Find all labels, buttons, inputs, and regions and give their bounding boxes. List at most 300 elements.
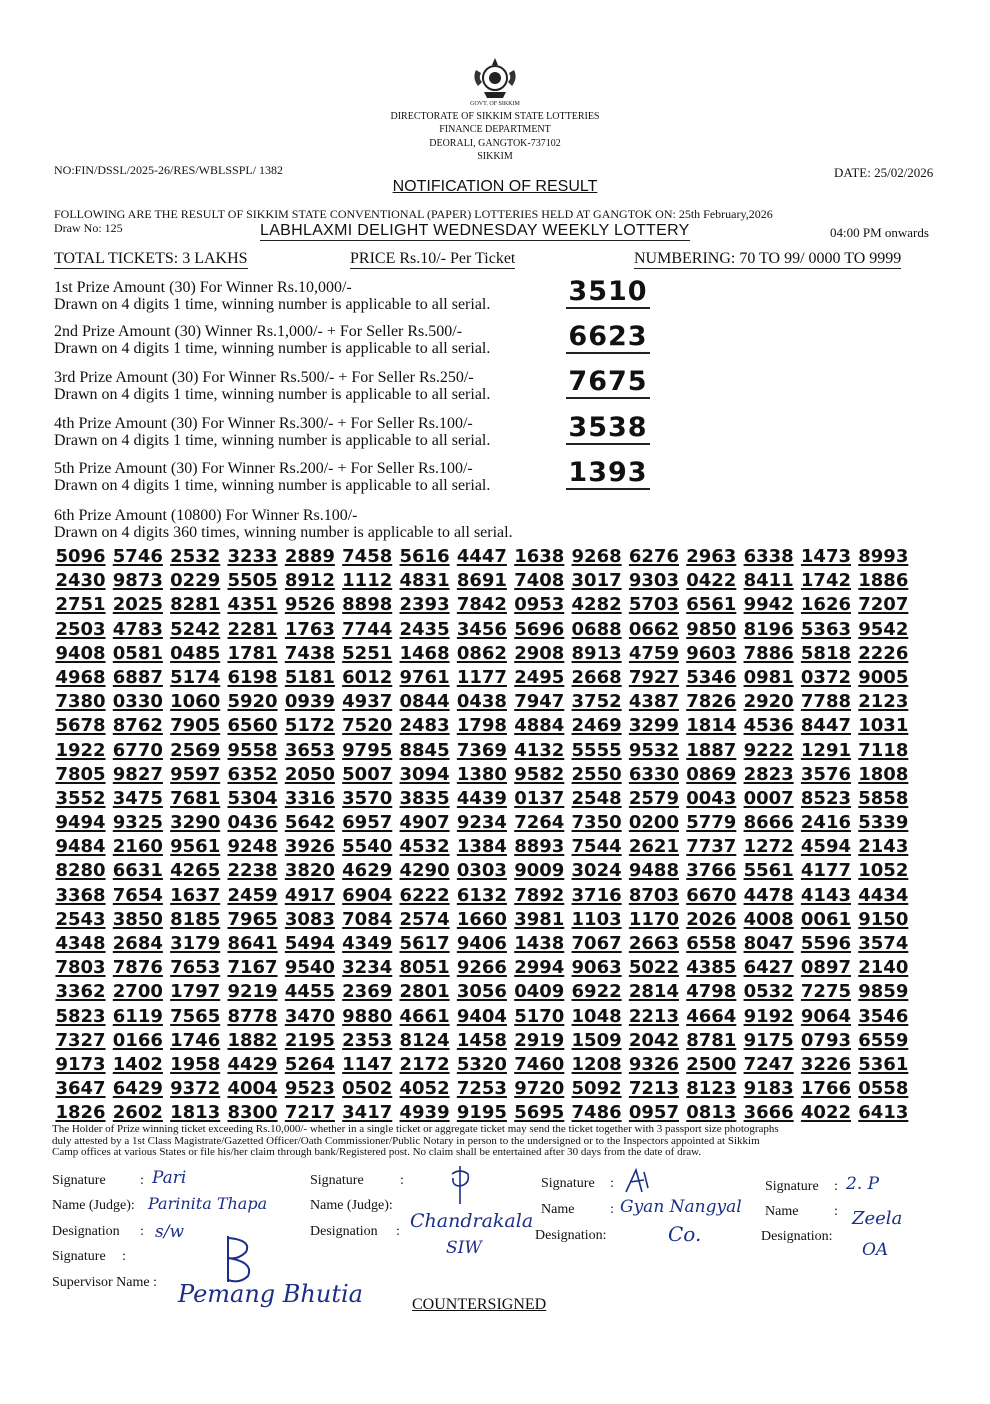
prize-6-number: 8124 [399, 1029, 450, 1051]
judge-4-signature: 2. P [846, 1174, 880, 1194]
prize-6-number: 0330 [112, 691, 163, 713]
prize-6-number: 0558 [858, 1078, 909, 1100]
prize-6-number: 4132 [514, 739, 565, 761]
prize-6-number: 1438 [514, 933, 565, 954]
prize-6-number: 4783 [112, 618, 163, 640]
prize-6-number: 6012 [342, 666, 393, 688]
prize-6-number: 3552 [55, 787, 106, 809]
prize-6-number: 3766 [686, 860, 737, 882]
prize-2-description: 2nd Prize Amount (30) Winner Rs.1,000/- + For Seller Rs.500/- Drawn on 4 digits 1 time, winning number is applicable to all serial. [54, 323, 491, 357]
prize-6-number: 9540 [284, 957, 335, 979]
prize-6-number: 6770 [112, 739, 163, 761]
prize-6-number: 2430 [55, 570, 106, 592]
number-row [52, 740, 912, 764]
prize-6-number: 7275 [800, 981, 852, 1003]
prize-5-description: 5th Prize Amount (30) For Winner Rs.200/- + For Seller Rs.100/- Drawn on 4 digits 1 time, winning number is applicable to all serial. [54, 460, 491, 494]
prize-6-number: 2920 [743, 691, 794, 713]
prize-6-number: 8185 [170, 908, 221, 930]
prize-6-number: 4536 [743, 715, 794, 737]
prize-6-number: 8281 [170, 594, 221, 616]
prize-6-number: 1746 [170, 1029, 221, 1051]
prize-6-number: 9561 [170, 836, 221, 858]
prize-6-number: 3094 [399, 763, 450, 785]
prize-6-number: 9219 [227, 981, 278, 1003]
prize-6-number: 1402 [112, 1053, 163, 1075]
prize-6-number: 2459 [227, 884, 278, 906]
prize-6-number: 1052 [858, 860, 909, 882]
prize-6-number: 5616 [399, 546, 450, 567]
prize-6-number: 4664 [686, 1005, 737, 1027]
prize-4-winning-number: 3538 [566, 413, 650, 445]
prize-6-number: 9542 [858, 618, 909, 640]
prize-6-number: 1272 [743, 836, 794, 858]
name-judge-label-1: Name (Judge): [52, 1198, 135, 1213]
prize-6-number: 3716 [571, 884, 622, 906]
prize-6-number: 5251 [342, 642, 393, 664]
signature-colon-4: : [834, 1179, 838, 1194]
prize-6-number: 7905 [170, 715, 221, 737]
prize-6-number: 6352 [227, 763, 278, 785]
prize-6-number: 8523 [800, 787, 852, 809]
prize-6-number: 8666 [743, 812, 794, 834]
prize-6-number: 2994 [514, 957, 565, 979]
prize-6-number: 1031 [858, 715, 909, 737]
prize-6-number: 0532 [743, 981, 794, 1003]
prize-6-number: 4478 [743, 884, 794, 906]
name-label-3: Name [541, 1202, 575, 1217]
prize-6-number: 2160 [112, 836, 163, 858]
department-name: FINANCE DEPARTMENT [439, 124, 551, 135]
prize-6-number: 7842 [456, 594, 507, 616]
prize-6-number: 3456 [456, 618, 507, 640]
prize-6-number: 6957 [342, 812, 393, 834]
prize-6-number: 0939 [284, 691, 335, 713]
prize-6-number: 1814 [686, 715, 737, 737]
prize-6-number: 7460 [514, 1053, 565, 1075]
prize-6-number: 2050 [284, 763, 335, 785]
prize-6-number: 7654 [112, 884, 163, 906]
prize-6-number: 2801 [399, 981, 450, 1003]
prize-6-number: 4937 [342, 691, 393, 713]
prize-6-number: 0869 [686, 763, 737, 785]
prize-6-number: 9222 [743, 739, 794, 761]
prize-6-number: 2435 [399, 618, 450, 640]
prize-6-number: 4349 [342, 933, 393, 954]
judge-1-designation: s/w [155, 1222, 185, 1242]
number-row [52, 788, 912, 812]
number-row [52, 957, 912, 981]
prize-6-number: 7965 [227, 908, 278, 930]
prize-6-number: 4434 [858, 884, 909, 906]
prize-6-number: 6631 [112, 860, 163, 882]
prize-6-number: 0372 [800, 666, 852, 688]
prize-6-number: 1798 [456, 715, 507, 737]
prize-6-number: 2569 [170, 739, 221, 761]
prize-6-number: 4351 [227, 594, 278, 616]
prize-6-number: 9484 [55, 836, 106, 858]
prize-6-number: 3752 [571, 691, 622, 713]
prize-6-number: 3475 [112, 787, 163, 809]
prize-6-number: 9183 [743, 1078, 794, 1100]
prize-6-number: 3024 [571, 860, 622, 882]
prize-6-number: 4629 [342, 860, 393, 882]
prize-6-number: 2963 [686, 546, 737, 567]
signature-label-3: Signature [541, 1176, 595, 1191]
prize-6-number: 9173 [55, 1053, 106, 1075]
prize-6-number: 9720 [514, 1078, 565, 1100]
prize-6-number: 8993 [858, 546, 909, 567]
prize-6-number: 2393 [399, 594, 450, 616]
prize-6-number: 1177 [456, 666, 507, 688]
prize-6-number: 4884 [514, 715, 565, 737]
prize-6-number: 6427 [743, 957, 794, 979]
prize-6-number: 9248 [227, 836, 278, 858]
prize-6-number: 4939 [399, 1102, 450, 1124]
signature-colon-2: : [400, 1173, 404, 1188]
prize-6-number: 8893 [514, 836, 565, 858]
prize-6-number: 6904 [342, 884, 393, 906]
prize-6-number: 4282 [571, 594, 622, 616]
prize-6-number: 2195 [284, 1029, 335, 1051]
supervisor-signature: Pemang Bhutia [178, 1280, 363, 1308]
prize-6-number: 2908 [514, 642, 565, 664]
prize-6-number: 6198 [227, 666, 278, 688]
prize-6-number: 5561 [743, 860, 794, 882]
prize-6-number: 3926 [284, 836, 335, 858]
notification-date: DATE: 25/02/2026 [834, 165, 934, 180]
prize-6-number: 8762 [112, 715, 163, 737]
prize-6-number: 5596 [800, 933, 852, 954]
number-row [52, 764, 912, 788]
prize-6-number: 9859 [858, 981, 909, 1003]
prize-6-number: 3666 [743, 1102, 794, 1124]
prize-6-number: 4385 [686, 957, 737, 979]
prize-6-number: 5361 [858, 1053, 909, 1075]
prize-6-number: 9325 [112, 812, 163, 834]
prize-3-winning-number: 7675 [566, 367, 650, 399]
prize-6-number: 4661 [399, 1005, 450, 1027]
number-row [52, 1006, 912, 1030]
prize-6-number: 2663 [628, 933, 679, 954]
prize-6-number: 8280 [55, 860, 106, 882]
prize-6-number: 3647 [55, 1078, 106, 1100]
reference-number: NO:FIN/DSSL/2025-26/RES/WBLSSPL/ 1382 [54, 163, 284, 177]
number-row [52, 909, 912, 933]
prize-6-number: 5696 [514, 618, 565, 640]
prize-6-number: 4798 [686, 981, 737, 1003]
prize-6-number: 6558 [686, 933, 737, 954]
prize-6-number: 0166 [112, 1029, 163, 1051]
prize-6-number: 1637 [170, 884, 221, 906]
lottery-name: LABHLAXMI DELIGHT WEDNESDAY WEEKLY LOTTERY [260, 222, 690, 239]
govt-label: GOVT. OF SIKKIM [470, 101, 520, 107]
prize-6-number: 5642 [284, 812, 335, 834]
prize-6-number: 3179 [170, 933, 221, 954]
prize-6-number: 5746 [112, 546, 163, 567]
prize-6-number: 0662 [628, 618, 679, 640]
prize-6-number: 5181 [284, 666, 335, 688]
prize-6-number: 0981 [743, 666, 794, 688]
number-row [52, 691, 912, 715]
prize-6-number: 3226 [800, 1053, 852, 1075]
draw-intro: FOLLOWING ARE THE RESULT OF SIKKIM STATE CONVENTIONAL (PAPER) LOTTERIES HELD AT GANGTOK ON: 25th February,2026 [54, 207, 773, 221]
prize-6-number: 3820 [284, 860, 335, 882]
prize-6-number: 7520 [342, 715, 393, 737]
signature-colon-3: : [610, 1176, 614, 1191]
prize-6-number: 9873 [112, 570, 163, 592]
prize-6-number: 7892 [514, 884, 565, 906]
prize-6-number: 8123 [686, 1078, 737, 1100]
sikkim-emblem-icon [470, 56, 520, 100]
prize-6-number: 2700 [112, 981, 163, 1003]
prize-6-number: 2579 [628, 787, 679, 809]
address: DEORALI, GANGTOK-737102 [429, 138, 561, 149]
prize-6-number: 5695 [514, 1102, 565, 1124]
prize-6-number: 5779 [686, 812, 737, 834]
prize-6-number: 3316 [284, 787, 335, 809]
prize-6-number: 2495 [514, 666, 565, 688]
signature-label-4: Signature [765, 1179, 819, 1194]
prize-6-number: 2532 [170, 546, 221, 567]
prize-6-number: 3083 [284, 908, 335, 930]
prize-6-number: 7118 [858, 739, 909, 761]
prize-6-number: 3470 [284, 1005, 335, 1027]
prize-6-number: 2353 [342, 1029, 393, 1051]
judge-3-designation: Co. [668, 1222, 702, 1246]
prize-6-number: 6559 [858, 1029, 909, 1051]
prize-6-number: 8778 [227, 1005, 278, 1027]
claim-note: The Holder of Prize winning ticket exceeding Rs.10,000/- whether in a single ticket or aggregate ticket may send the ticket together with 3 passport size photographs duly attested by a 1st Class Magistrate/Gazetted Officer/Oath Commissioner/Public Notary in person to the undersigned or to the Inspectors appointed at Sikkim Camp offices at various States or file his/her claim through bank/Registered post. No claim shall be entertained after 30 days from the date of draw. [52, 1123, 779, 1158]
prize-6-number: 9582 [514, 763, 565, 785]
prize-6-number: 2026 [686, 908, 737, 930]
prize-6-number: 7380 [55, 691, 106, 713]
prize-6-number: 0303 [456, 860, 507, 882]
judge-1-name: Parinita Thapa [148, 1194, 268, 1213]
prize-6-number: 0200 [628, 812, 679, 834]
prize-6-number: 7207 [858, 594, 909, 616]
judge-2-designation: SIW [446, 1238, 482, 1258]
supervisor-initial-icon [218, 1232, 258, 1288]
prize-6-number: 5823 [55, 1005, 106, 1027]
prize-6-number: 2226 [858, 642, 909, 664]
prize-1-description: 1st Prize Amount (30) For Winner Rs.10,000/- Drawn on 4 digits 1 time, winning number is applicable to all serial. [54, 279, 491, 313]
prize-6-number: 6132 [456, 884, 507, 906]
prize-6-number: 2238 [227, 860, 278, 882]
prize-6-number: 3368 [55, 884, 106, 906]
prize-6-number: 2621 [628, 836, 679, 858]
designation-colon-1: : [140, 1224, 144, 1239]
prize-6-number: 3850 [112, 908, 163, 930]
prize-6-number: 5172 [284, 715, 335, 737]
prize-6-number: 1638 [514, 546, 565, 567]
prize-6-number: 8845 [399, 739, 450, 761]
prize-6-number: 1763 [284, 618, 335, 640]
prize-6-number: 3056 [456, 981, 507, 1003]
prize-6-number: 1766 [800, 1078, 852, 1100]
prize-6-number: 3290 [170, 812, 221, 834]
prize-6-number: 9597 [170, 763, 221, 785]
prize-6-number: 9532 [628, 739, 679, 761]
number-row [52, 860, 912, 884]
name-colon-3: : [610, 1202, 614, 1217]
judge-4-designation: OA [862, 1240, 889, 1260]
supervisor-label: Supervisor Name : [52, 1275, 157, 1290]
prize-6-number: 5505 [227, 570, 278, 592]
signature-colon-extra: : [122, 1249, 126, 1264]
prize-6-number: 3653 [284, 739, 335, 761]
prize-4-description: 4th Prize Amount (30) For Winner Rs.300/- + For Seller Rs.100/- Drawn on 4 digits 1 time, winning number is applicable to all serial. [54, 415, 491, 449]
prize-6-number: 0229 [170, 570, 221, 592]
prize-6-number: 1781 [227, 642, 278, 664]
prize-6-number-grid [52, 546, 912, 1127]
prize-6-number: 9494 [55, 812, 106, 834]
designation-label-3: Designation: [535, 1228, 607, 1243]
prize-6-number: 2550 [571, 763, 622, 785]
number-row [52, 570, 912, 594]
prize-6-number: 5363 [800, 618, 852, 640]
prize-6-number: 3233 [227, 546, 278, 567]
number-row [52, 643, 912, 667]
prize-3-description: 3rd Prize Amount (30) For Winner Rs.500/- + For Seller Rs.250/- Drawn on 4 digits 1 time, winning number is applicable to all serial. [54, 369, 491, 403]
prize-6-number: 7681 [170, 787, 221, 809]
prize-6-number: 2213 [628, 1005, 679, 1027]
prize-6-number: 1112 [342, 570, 393, 592]
prize-6-number: 6222 [399, 884, 450, 906]
prize-6-number: 4907 [399, 812, 450, 834]
prize-6-number: 1813 [170, 1102, 221, 1124]
prize-6-number: 4052 [399, 1078, 450, 1100]
number-row [52, 715, 912, 739]
prize-6-number: 2416 [800, 812, 852, 834]
prize-6-number: 3570 [342, 787, 393, 809]
state-name: SIKKIM [477, 151, 513, 162]
prize-6-number: 1458 [456, 1029, 507, 1051]
number-row [52, 1054, 912, 1078]
prize-6-number: 2684 [112, 933, 163, 954]
prize-6-number: 7327 [55, 1029, 106, 1051]
judge-2-name: Chandrakala [410, 1210, 534, 1232]
prize-6-number: 1208 [571, 1053, 622, 1075]
prize-6-number: 8051 [399, 957, 450, 979]
prize-6-number: 3576 [800, 763, 852, 785]
prize-6-number: 7438 [284, 642, 335, 664]
prize-6-number: 0436 [227, 812, 278, 834]
prize-6-number: 4532 [399, 836, 450, 858]
countersigned-label: COUNTERSIGNED [412, 1296, 547, 1313]
prize-6-number: 2823 [743, 763, 794, 785]
prize-6-number: 2143 [858, 836, 909, 858]
prize-6-number: 8898 [342, 594, 393, 616]
prize-6-number: 1887 [686, 739, 737, 761]
prize-6-number: 8912 [284, 570, 335, 592]
prize-6-number: 5304 [227, 787, 278, 809]
prize-6-number: 8691 [456, 570, 507, 592]
prize-6-number: 4177 [800, 860, 852, 882]
prize-6-number: 0813 [686, 1102, 737, 1124]
prize-6-number: 1048 [571, 1005, 622, 1027]
ticket-price: PRICE Rs.10/- Per Ticket [350, 250, 516, 267]
prize-6-number: 2548 [571, 787, 622, 809]
prize-6-number: 4455 [284, 981, 335, 1003]
number-row [52, 546, 912, 570]
prize-6-number: 3574 [858, 933, 909, 954]
prize-6-number: 2574 [399, 908, 450, 930]
prize-6-number: 9523 [284, 1078, 335, 1100]
prize-6-number: 9064 [800, 1005, 852, 1027]
prize-6-number: 8196 [743, 618, 794, 640]
prize-6-number: 9488 [628, 860, 679, 882]
signature-label-2: Signature [310, 1173, 364, 1188]
number-row [52, 812, 912, 836]
prize-6-number: 7458 [342, 546, 393, 567]
prize-6-number: 5617 [399, 933, 450, 954]
prize-6-number: 5264 [284, 1053, 335, 1075]
prize-6-number: 7886 [743, 642, 794, 664]
prize-6-number: 7247 [743, 1053, 794, 1075]
prize-6-number: 8447 [800, 715, 852, 737]
prize-6-number: 7369 [456, 739, 507, 761]
prize-6-number: 2503 [55, 618, 106, 640]
prize-6-number: 0793 [800, 1029, 852, 1051]
prize-6-number: 2483 [399, 715, 450, 737]
prize-6-number: 9195 [456, 1102, 507, 1124]
prize-6-number: 9603 [686, 642, 737, 664]
number-row [52, 933, 912, 957]
prize-6-number: 3299 [628, 715, 679, 737]
prize-6-number: 7653 [170, 957, 221, 979]
prize-6-number: 4022 [800, 1102, 852, 1124]
designation-label-2: Designation [310, 1224, 378, 1239]
prize-6-number: 0688 [571, 618, 622, 640]
prize-6-number: 5494 [284, 933, 335, 954]
prize-6-number: 5346 [686, 666, 737, 688]
prize-6-number: 5540 [342, 836, 393, 858]
designation-label-1: Designation [52, 1224, 120, 1239]
prize-6-number: 1509 [571, 1029, 622, 1051]
prize-6-description: 6th Prize Amount (10800) For Winner Rs.100/- Drawn on 4 digits 360 times, winning number is applicable to all serial. [54, 507, 513, 541]
prize-6-number: 4439 [456, 787, 507, 809]
prize-6-number: 4759 [628, 642, 679, 664]
prize-6-number: 2123 [858, 691, 909, 713]
name-judge-label-2: Name (Judge): [310, 1198, 393, 1213]
prize-6-number: 0502 [342, 1078, 393, 1100]
prize-6-number: 3835 [399, 787, 450, 809]
prize-6-number: 4831 [399, 570, 450, 592]
judge-3-name: Gyan Nangyal [620, 1197, 742, 1217]
prize-6-number: 0137 [514, 787, 565, 809]
prize-6-number: 6330 [628, 763, 679, 785]
prize-6-number: 9408 [55, 642, 106, 664]
prize-6-number: 0438 [456, 691, 507, 713]
prize-6-number: 2281 [227, 618, 278, 640]
prize-6-number: 4594 [800, 836, 852, 858]
prize-6-number: 7744 [342, 618, 393, 640]
prize-6-number: 8781 [686, 1029, 737, 1051]
prize-6-number: 9558 [227, 739, 278, 761]
prize-6-number: 7927 [628, 666, 679, 688]
numbering-range: NUMBERING: 70 TO 99/ 0000 TO 9999 [634, 250, 902, 267]
prize-6-number: 6922 [571, 981, 622, 1003]
prize-6-number: 7213 [628, 1078, 679, 1100]
prize-6-number: 9234 [456, 812, 507, 834]
prize-6-number: 5174 [170, 666, 221, 688]
number-row [52, 836, 912, 860]
prize-6-number: 3981 [514, 908, 565, 930]
prize-6-number: 7803 [55, 957, 106, 979]
prize-6-number: 1626 [800, 594, 852, 616]
prize-6-number: 9827 [112, 763, 163, 785]
prize-6-number: 9526 [284, 594, 335, 616]
